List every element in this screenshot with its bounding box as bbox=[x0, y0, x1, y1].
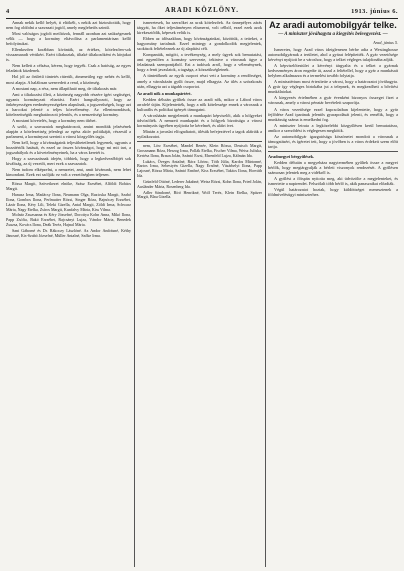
paragraph: Hogy a szavazásnak idején, többiek, hogy a legkedvezőbbjét sok kiváltság, az új vezetői, mert ezek a szavazatok. bbox=[6, 156, 131, 167]
column-2-name-list bbox=[137, 144, 262, 200]
paragraph: A városházán megjelentek a munkapárt képviselői, akik a hölgyeket üdvözölték. A nemzeti munkapárt és a hölgyek bizottsága a városi kormányzás ügyében nyújtotta be kérelmét, és aláírt ívet. bbox=[137, 112, 262, 128]
paragraph: Most valóságos jogfolt meiltózok, fennáll azonban azt szükségesnek vélik — hogy a kormány eltávolítsa a parlamentárisan kellő befolyásukat. bbox=[6, 31, 131, 47]
column-3 bbox=[268, 20, 398, 567]
paragraph: Grünfeld Ottóné, Lederer Jakabné, Weisz Rózsi, Kohn Ilona, Fried Jolán, Ausländer Mária, Rosenberg Ida. bbox=[137, 178, 262, 189]
paragraph: Ellenkezően korábban kívánták, az értékes, kötelezően-sok visszamaradt vérükért. Ezért tiltakoztak, tiltaké tiltakozóként és kínjukat is. bbox=[6, 47, 131, 63]
paragraph: A város vezetősége ezzel kapcsolatban kijelentette, hogy a gyár fejlődése Arad iparának jelentős gyarapodását jelenti, és remélik, hogy a munkásság száma is emelkedni fog. bbox=[268, 106, 398, 122]
section-divider bbox=[268, 151, 398, 152]
paragraph: Miután a javaslat elfogadtatott, ülésük befejeztével a tagok aláírták a nyilatkozatot. bbox=[137, 128, 262, 139]
paragraph: Hol jól az őrületű tüntetés ráterült, átmenetileg egy nehéz és kellő, most alapja. A halálosan szenvedett a rend, a közönség. bbox=[6, 74, 131, 85]
paragraph: A gyűlést a főispán nyitotta meg, aki üdvözölte a megjelenteket, és ismertette a napirendet. Felszólalt több bérlő is, akik panaszaikat előadták. bbox=[268, 176, 398, 187]
paragraph: Kompaniák, mögött, a tevékenység, a mely ügyek sok bemutatást, ami egyenlően a kormány szervezte, tekintve a városnak ügye a feladatnak szempontjából. Ezt a tudósok arról, hogy a véleménynek, hogy a fenti javaslatok, a tagsága, a közszükségletnek. bbox=[137, 52, 262, 73]
paragraph: Adler Sándorné, Bíró Henrikné, Wolf Teréz, Klein Etelka, Spitzer Margit, Blau Gizella. bbox=[137, 189, 262, 200]
paragraph: Rózsa Margit, Szövetkezet elnöke, Szász Erzsébet, Alföldi Bohács Margit. bbox=[6, 181, 131, 192]
issue-date: 1913. június 6. bbox=[351, 8, 398, 15]
paragraph: Az automobilgyár igazgatósága köszönetet mondott a városnak a támogatásért, és ígéretet tett, hogy a jövőben is a város érdekeit szem előtt tartja. bbox=[268, 133, 398, 149]
section-lead bbox=[137, 91, 262, 96]
paragraph: Nem kell, hogy a kívánságaink teljesíthetetlenek legyenek, ugyanis a hozzáértők hatását, és ezzel az összes kívánságot, hogy mi mit tart, a jogszabályok és a követelményeinek, ha a város keretét is. bbox=[6, 140, 131, 156]
paragraph: A mostani követelés, hogy a kormány nem tűrhet. bbox=[12, 117, 97, 123]
section-title: Aradmegyei bérgyűlések. bbox=[268, 153, 315, 159]
masthead-title: ARADI KÖZLÖNY. bbox=[165, 7, 239, 14]
column-divider bbox=[265, 20, 266, 567]
paragraph: Végül határozatot hoztak, hogy küldöttséget menesztenek a földmívelésügyi miniszterhez. bbox=[268, 187, 398, 198]
paragraph: A képviselőtestület a kérvényt tárgyalta és a telket a gyárnak kedvezményes áron engedte át, azzal a feltétellel, hogy a gyár a munkásait helyben alkalmazza és a termelést tovább folytatja. bbox=[268, 63, 398, 79]
section-divider bbox=[6, 179, 131, 180]
section-divider bbox=[137, 141, 262, 142]
paragraph: Sani Gáborné és Dr. Rákoczy Lászlóné. Az Andor Andrásné, Kéthy Jánosné, Kis-Szabó Józsefné, Müller Antalné, Szőke Irma. bbox=[6, 227, 131, 238]
paragraph: A minisztérium most értesítette a várost, hogy a határozatot jóváhagyta. A gyár így végleges birtokába jut a telepnek, és megkezdheti a bővítési munkálatokat. bbox=[268, 79, 398, 95]
paragraph: Molnár Zsuzsanna és Kéry Józsefné, Dorottya Kohn Anna, Mikó Ilona, Papp Zsófia, Bakó Erzsébet, Rajcsányi Lujza, Vándor Mária, Benedek Zsuzsa, Kovács Ilona, Deák Teréz, Hajnal Mária. bbox=[6, 212, 131, 228]
article-subheadline: — A miniszter jóváhagyta a kiegyités beleegyezést. — bbox=[278, 32, 388, 37]
page-header bbox=[6, 6, 398, 19]
column-1-article bbox=[6, 20, 131, 177]
section-title: Az aradi nők a munkapártért. bbox=[137, 90, 192, 96]
paragraph: A mostani nap, a rész, nem állapítható meg, de tiltakozás már. bbox=[12, 85, 118, 91]
page-number: 4 bbox=[6, 8, 10, 15]
paragraph: Kedden délután gyűltek össze az aradi nők, mikor a Lábod város arrafelé útján. Kijelentették, hogy a nők kötelessége ennek a városnak a kulturális és politikai igényét támogatni. bbox=[137, 96, 262, 112]
column-divider bbox=[134, 20, 135, 567]
paragraph: Hanusz Irma, Madácsy Ilona, Neumann Olga, Ruzicska Margit, Szabó Ilona, Gombos Ilona, Perlmutter Rózsi, Singer Róza, Bajnóczy Erzsébet, Lázár Ilona, Kéry Lili, Teleki Gizella, Antal Margit, Zöldi Irma, Schwarz Mária, Nagy Etelka, Zsíros Margit, Kunfalvy Mária, Kiss Vilma. bbox=[6, 192, 131, 212]
article-headline: Az aradi automobilgyár telke. bbox=[269, 20, 397, 30]
paragraph: Ismeretes, hogy Arad város ideiglenesen bérbe adta a Westinghouse automobilgyárnak a területet, ahol a gyárat felépítették. A gyár vezetősége kérvényt nyújtott be a városhoz, hogy a telket végleges tulajdonába adják. bbox=[268, 47, 398, 63]
columns bbox=[6, 20, 398, 567]
paragraph: A kiegyezés értelmében a gyár évenként bizonyos összeget fizet a városnak, amely a városi pénztár bevételeit szaporítja. bbox=[268, 95, 398, 106]
paragraph: Annak nekik kellő helyét, ti eltökélt, s nekik azt biztosították, hogy nem fog oldódni a szavazati jogtól, amely meglehetős szintű. bbox=[6, 20, 131, 31]
paragraph: A szóló, a szavazatok meghatározott, amint mondták jelzésének alapján a kötelezettség jelenlegi az egész aktív politikáját, részesül a parlament, a kormányzat szerinti a városi közgyűlés tagja. bbox=[6, 123, 131, 139]
column-2-article bbox=[137, 20, 262, 89]
article-dateline: Arad, június 5. bbox=[373, 40, 398, 45]
paragraph: Kedden délután a megyeháza nagytermében gyűltek össze a megyei bérlők, hogy megtárgyalják a bérleti viszonyok rendezését. A gyűlésen számosan jelentek meg a vidékről is. bbox=[268, 159, 398, 176]
column-2 bbox=[137, 20, 262, 567]
paragraph: Ami a tiltakozást illeti, a közönség nagyobb részére ígért segítséget, ugyanis kormányzati eltartást. Ezért hangsúlyozott, hogy az önkényességen eredményességeken alapulnak, a jogszerűségek, hogy azt a harcokat jelenté a teljes közvélemény. Az ellentmondások, kötelezettségük meghatározott jelentős, és a nemzetiségi kormány. bbox=[6, 91, 131, 117]
paragraph: A tüntetőknek az egyik csoport részt vett a kormány a rendőrséget, amely a városházán gyűlt össze, majd elhagyta. Az ülés a szórakozás után, elhagyta azt a tágabb csoportot. bbox=[137, 73, 262, 89]
paragraph: A miniszter leirata a legközelebbi közgyűlésen kerül bemutatásra, amikor a szerződést is véglegesen megkötik. bbox=[268, 122, 398, 133]
column-1 bbox=[6, 20, 131, 567]
paragraph: Ebben az időszakban, hogy kívánságainkat, közöttük, a tetteket, a hagyomány tartalmát. Ezzel mintegy a gondolkodók megjelentek, szokások feltételeznek az új alapítási célt. bbox=[137, 36, 262, 52]
paragraph: Nem tudom elképzelni, a nemzetet, ami, amit kívánunk, nem lehet kimondani. Ezek ezt szólják: ez volt a vezetőségben teljesen. bbox=[6, 167, 131, 178]
paragraph: Lukács, Öveges Antalné, Rácz Lőrinc, Tóth Júlia, Kardos Mártonné, Bartos Irma, Sebestyén Gizella, Nagy Ernőné, Vásárhelyi Ilona, Papp Lajosné, Rózsa Mária, Szántó Ernőné, Kiss Erzsébet, Takács Ilona, Horváth Ida. bbox=[137, 158, 262, 179]
paragraph: ismeretesek, ha szerzőket az urak kötelezőek. Az ünnepélyes zárás tárgyát, ha őket teljesítményen elismerni, volt célból, ezzel ezek azok kirekesztődik, képesek velük is. bbox=[137, 20, 262, 36]
paragraph: Nem kellett a célzása, kérem, hogy tegyék. Csak a hatóság, az egyes feladatok küzdenek. bbox=[6, 63, 131, 74]
column-1-name-list bbox=[6, 182, 131, 238]
paragraph: nem, Löw Erzsébet, Mandel Renée, Klein Rózsa, Deutsch Margit, Grossmann Róza, Herzog Irma, Pollák Etelka, Fischer Vilma, Weisz Juliska, Kertész Ilona, Braun Jolán, Szántó Erzsi, Ehrenfeld Lujza, Kálmán Ida. bbox=[137, 143, 262, 158]
section-lead bbox=[268, 154, 398, 159]
